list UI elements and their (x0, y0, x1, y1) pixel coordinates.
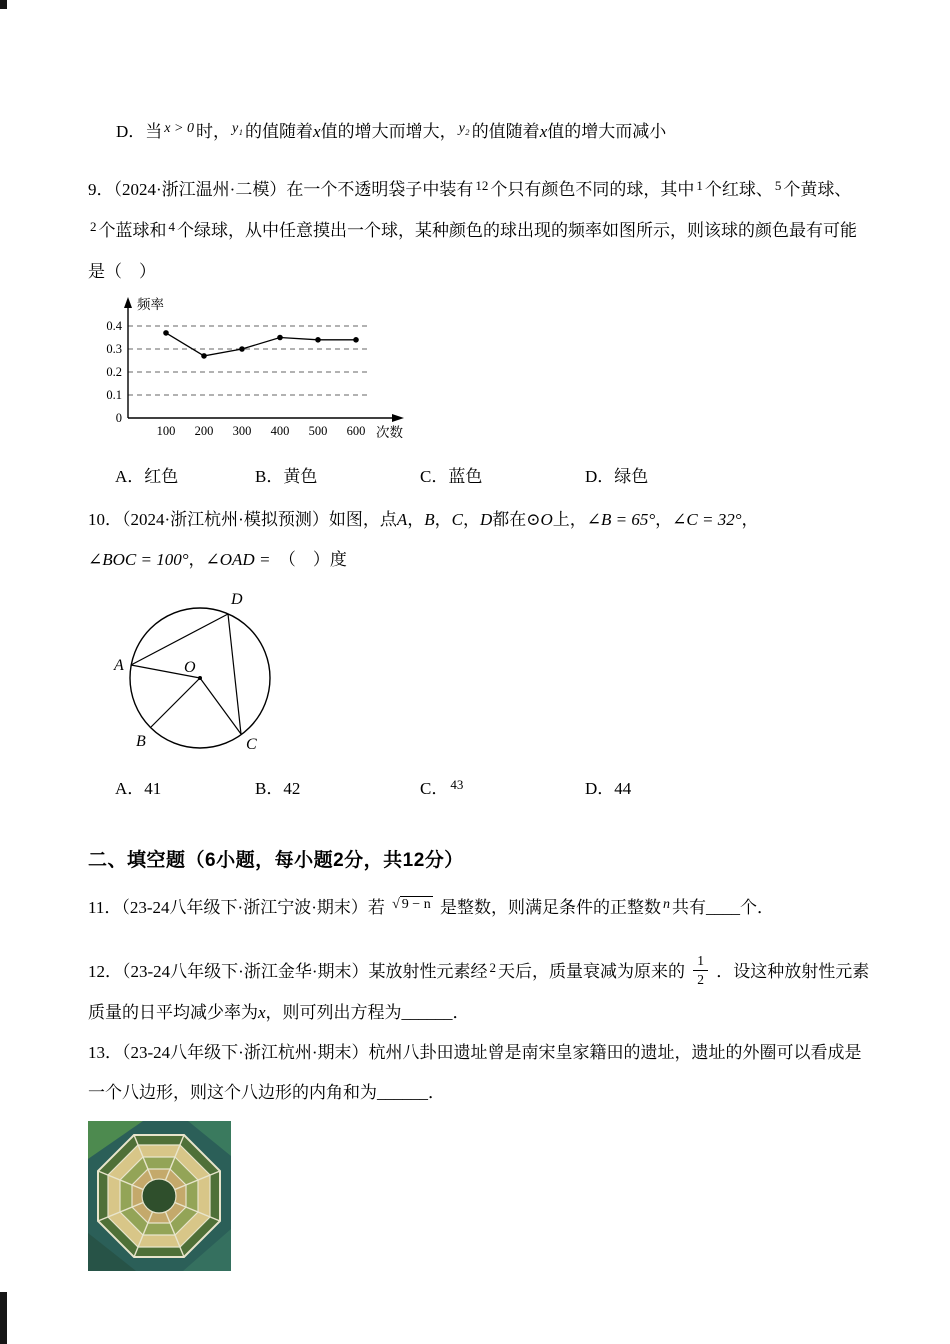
chord-ad (131, 614, 228, 665)
text-segment: 12．（23-24八年级下·浙江金华·期末）某放射性元素经 (88, 962, 488, 981)
label-o: O (184, 659, 196, 676)
question-9 (88, 170, 872, 490)
question8-option-d (116, 118, 872, 148)
q10-stem-line2 (88, 540, 872, 580)
frequency-chart-svg (90, 294, 430, 450)
text-segment: C (451, 510, 463, 529)
q13-stem-line2: 一个八边形，则这个八边形的内角和为______． (88, 1083, 445, 1102)
circle-figure-svg (88, 586, 323, 762)
text-segment: y₁ (231, 121, 244, 136)
data-point (163, 330, 169, 336)
q10-option-a (115, 776, 255, 803)
q13-photo (88, 1121, 872, 1276)
text-segment: y₂ (458, 121, 470, 136)
y-tick-label: 0.3 (106, 342, 122, 356)
text-segment: 2 (90, 219, 97, 234)
text-segment: D．44 (585, 779, 632, 798)
origin-label: 0 (115, 411, 122, 425)
q10-option-c (420, 776, 585, 803)
q11-prefix: 11．（23-24八年级下·浙江宁波·期末）若 (88, 898, 385, 917)
text-segment: n (662, 897, 670, 912)
radius-oc (200, 678, 241, 734)
label-b: B (136, 733, 146, 750)
text-segment: 个只有颜色不同的球，其中 (490, 180, 695, 199)
text-segment: x (313, 122, 321, 141)
text-segment: 天后，质量衰减为原来的 (497, 962, 685, 981)
text-segment: 质量的日平均减少率为 (88, 1003, 258, 1022)
q10-option-d (585, 776, 631, 803)
q9-option-b (255, 464, 420, 490)
data-point (353, 337, 359, 343)
q9-option-d (585, 464, 648, 490)
text-segment: 1 (696, 178, 703, 193)
text-segment: （ ）度 (270, 550, 347, 569)
text-segment: 值的增大而减小 (547, 122, 667, 141)
text-segment: 是整数，则满足条件的正整数 (439, 898, 661, 917)
label-d: D (231, 591, 243, 608)
text-segment: x (258, 1003, 266, 1022)
q12-text-after-fraction: ．设这种放射性元素 (716, 962, 870, 981)
text-segment: O (540, 510, 553, 529)
q10-options (88, 776, 872, 803)
x-axis-arrow (392, 414, 404, 422)
text-segment: D．当 (116, 122, 163, 141)
q11-stem (88, 888, 872, 930)
x-tick-label: 300 (232, 424, 252, 438)
x-tick-label: 600 (346, 424, 366, 438)
q9-option-c (420, 464, 585, 490)
scan-artifact-bottom-left (0, 1292, 7, 1344)
chord-dc (228, 614, 241, 734)
center-island (142, 1179, 176, 1213)
text-segment: D．绿色 (585, 467, 649, 486)
y-tick-label: 0.1 (106, 388, 122, 402)
text-segment: 9．（2024·浙江温州·二模）在一个不透明袋子中装有 (88, 180, 474, 199)
q12-stem-line1 (88, 952, 872, 993)
q13-stem-line1: 13．（23-24八年级下·浙江杭州·期末）杭州八卦田遗址曾是南宋皇家籍田的遗址，遗址的外圈可以看成是 (88, 1043, 862, 1062)
text-segment: 12 (475, 178, 489, 193)
text-segment: ， (188, 550, 206, 569)
text-segment: 个红球、 (704, 180, 773, 199)
q9-option-a (115, 464, 255, 490)
fraction-denominator: 2 (697, 971, 704, 987)
sqrt-expression (392, 885, 433, 925)
x-axis-title: 次数 (376, 425, 403, 440)
frequency-line (166, 333, 356, 356)
text-segment: ∠OAD = (205, 550, 271, 569)
label-c: C (246, 736, 257, 753)
text-segment: B．黄色 (255, 467, 318, 486)
radical-sign-icon: √ (392, 897, 400, 912)
text-segment: ∠B = 65° (586, 510, 656, 529)
text-segment: ， (407, 510, 425, 529)
text-segment: 个蓝球和 (98, 221, 167, 240)
x-tick-label: 100 (156, 424, 176, 438)
data-point (277, 335, 283, 341)
q9-options (88, 464, 872, 490)
q9-stem-line1 (88, 170, 872, 211)
x-tick-label: 400 (270, 424, 290, 438)
text-segment: A．红色 (115, 467, 179, 486)
text-segment: 个黄球、 (783, 180, 852, 199)
fraction-numerator: 1 (693, 953, 708, 971)
text-segment: 43 (450, 777, 464, 792)
scan-artifact-top-left (0, 0, 7, 9)
q9-stem-line3 (88, 252, 872, 292)
text-segment: 都在⊙ (492, 510, 541, 529)
y-tick-label: 0.2 (106, 365, 122, 379)
text-segment: 10．（2024·浙江杭州·模拟预测）如图，点 (88, 510, 397, 529)
frequency-chart (90, 294, 872, 452)
text-segment: 的值随着 (471, 122, 540, 141)
radicand: 9 − n (401, 897, 431, 912)
question-10 (88, 500, 872, 803)
q12-text-before-fraction (88, 962, 685, 981)
y-axis-title: 频率 (137, 297, 164, 312)
text-segment: A (396, 510, 408, 529)
circle-figure (88, 586, 872, 764)
x-tick-label: 500 (308, 424, 328, 438)
q10-option-b (255, 776, 420, 803)
data-point (239, 346, 245, 352)
text-segment: ， (462, 510, 480, 529)
text-segment: ∠C = 32° (672, 510, 742, 529)
text-segment: B (424, 510, 435, 529)
q9-stem-line2 (88, 211, 872, 252)
q12-stem-line2 (88, 993, 872, 1033)
y-tick-label: 0.4 (106, 319, 122, 333)
text-segment: C． (420, 779, 449, 798)
data-point (315, 337, 321, 343)
text-segment: 上， (552, 510, 587, 529)
text-segment: C．蓝色 (420, 467, 483, 486)
text-segment: 5 (774, 178, 782, 193)
text-segment: x > 0 (164, 121, 194, 136)
text-segment: 共有____个． (671, 898, 774, 917)
q10-stem-line1 (88, 500, 872, 540)
text-segment: D (479, 510, 493, 529)
label-a: A (114, 657, 124, 674)
text-segment: 2 (489, 960, 496, 975)
section2-heading: 二、填空题（6小题，每小题2分，共12分） (88, 850, 464, 871)
text-segment: 值的增大而增大， (320, 122, 457, 141)
x-tick-label: 200 (194, 424, 214, 438)
text-segment: ， (741, 510, 759, 529)
text-segment: A．41 (115, 779, 162, 798)
text-segment: 4 (168, 219, 175, 234)
text-segment: 个绿球，从中任意摸出一个球，某种颜色的球出现的频率如图所示，则该球的颜色最有可能 (177, 221, 857, 240)
text-segment: ，则可列出方程为______． (265, 1003, 470, 1022)
fraction-one-half (693, 953, 708, 987)
bagua-field-photo (88, 1121, 231, 1271)
q11-rest (440, 898, 774, 917)
text-segment: 时， (195, 122, 230, 141)
radius-ob (151, 678, 200, 727)
text-segment: x (539, 122, 548, 141)
text-segment: B．42 (255, 779, 301, 798)
y-axis-arrow (124, 297, 132, 308)
center-point (198, 676, 202, 680)
text-segment: 的值随着 (245, 122, 314, 141)
text-segment: ， (655, 510, 673, 529)
text-segment: ， (434, 510, 452, 529)
data-point (201, 353, 207, 359)
text-segment: 是（ ） (88, 262, 156, 281)
text-segment: ∠BOC = 100° (88, 550, 189, 569)
